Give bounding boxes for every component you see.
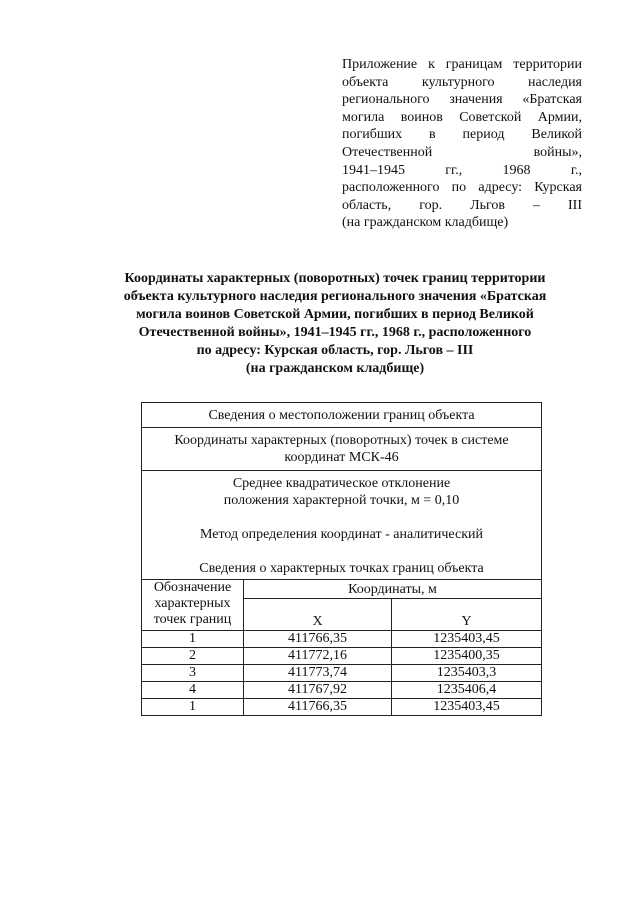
title-line: Отечественной войны», 1941–1945 гг., 1968 г., расположенного (138, 325, 532, 340)
y-cell: 1235406,4 (392, 682, 542, 699)
coordinates-table (141, 402, 542, 716)
x-cell: 411766,35 (244, 631, 392, 648)
x-cell: 411767,92 (244, 682, 392, 699)
point-cell: 2 (142, 648, 244, 665)
appendix-line: регионального значения «Братская (342, 92, 582, 108)
point-label-line: Обозначение (153, 580, 232, 595)
title-line: объекта культурного наследия регионального значения «Братская (123, 289, 547, 304)
coordinates-header: Координаты, м (244, 580, 542, 599)
title-line: по адресу: Курская область, гор. Льгов – III (196, 343, 474, 358)
document-title (90, 270, 580, 378)
point-cell: 1 (142, 631, 244, 648)
x-header: X (244, 599, 392, 631)
title-line: могила воинов Советской Армии, погибших в период Великой (136, 307, 534, 322)
appendix-line: область, гор. Льгов – III (342, 197, 582, 213)
x-cell: 411773,74 (244, 665, 392, 682)
x-cell: 411766,35 (244, 699, 392, 716)
y-cell: 1235403,45 (392, 631, 542, 648)
title-line: Координаты характерных (поворотных) точек границ территории (124, 271, 546, 286)
accuracy-method-cell (142, 471, 542, 580)
y-cell: 1235400,35 (392, 648, 542, 665)
point-cell: 4 (142, 682, 244, 699)
point-cell: 3 (142, 665, 244, 682)
appendix-line: погибших в период Великой (342, 127, 582, 143)
spacer (144, 509, 539, 526)
table-row (142, 665, 542, 682)
appendix-line: (на гражданском кладбище) (342, 215, 509, 231)
table-row (142, 699, 542, 716)
table-row (142, 648, 542, 665)
appendix-line: 1941–1945 гг., 1968 г., (342, 162, 582, 178)
location-header: Сведения о местоположении границ объекта (142, 403, 542, 428)
coordinate-system-cell: Координаты характерных (поворотных) точек в системе координат МСК-46 (142, 428, 542, 471)
y-header: Y (392, 599, 542, 631)
deviation-line: Среднее квадратическое отклонение (232, 476, 451, 491)
appendix-line: Приложение к границам территории (342, 57, 582, 72)
point-label-line: точек границ (153, 612, 232, 627)
appendix-note (342, 56, 582, 232)
point-label-line: характерных (154, 596, 231, 611)
y-cell: 1235403,3 (392, 665, 542, 682)
appendix-line: могила воинов Советской Армии, (342, 109, 582, 125)
method-line: Метод определения координат - аналитический (200, 527, 483, 542)
appendix-line: расположенного по адресу: Курская (342, 180, 582, 196)
points-info-line: Сведения о характерных точках границ объекта (199, 561, 484, 576)
y-cell: 1235403,45 (392, 699, 542, 716)
point-cell: 1 (142, 699, 244, 716)
table-row (142, 631, 542, 648)
x-cell: 411772,16 (244, 648, 392, 665)
title-line: (на гражданском кладбище) (245, 361, 425, 376)
appendix-line: Отечественной войны», (342, 144, 582, 160)
table-row (142, 682, 542, 699)
appendix-line: объекта культурного наследия (342, 74, 582, 90)
point-label-header (142, 580, 244, 631)
deviation-line: положения характерной точки, м = 0,10 (223, 493, 460, 508)
spacer (144, 543, 539, 560)
